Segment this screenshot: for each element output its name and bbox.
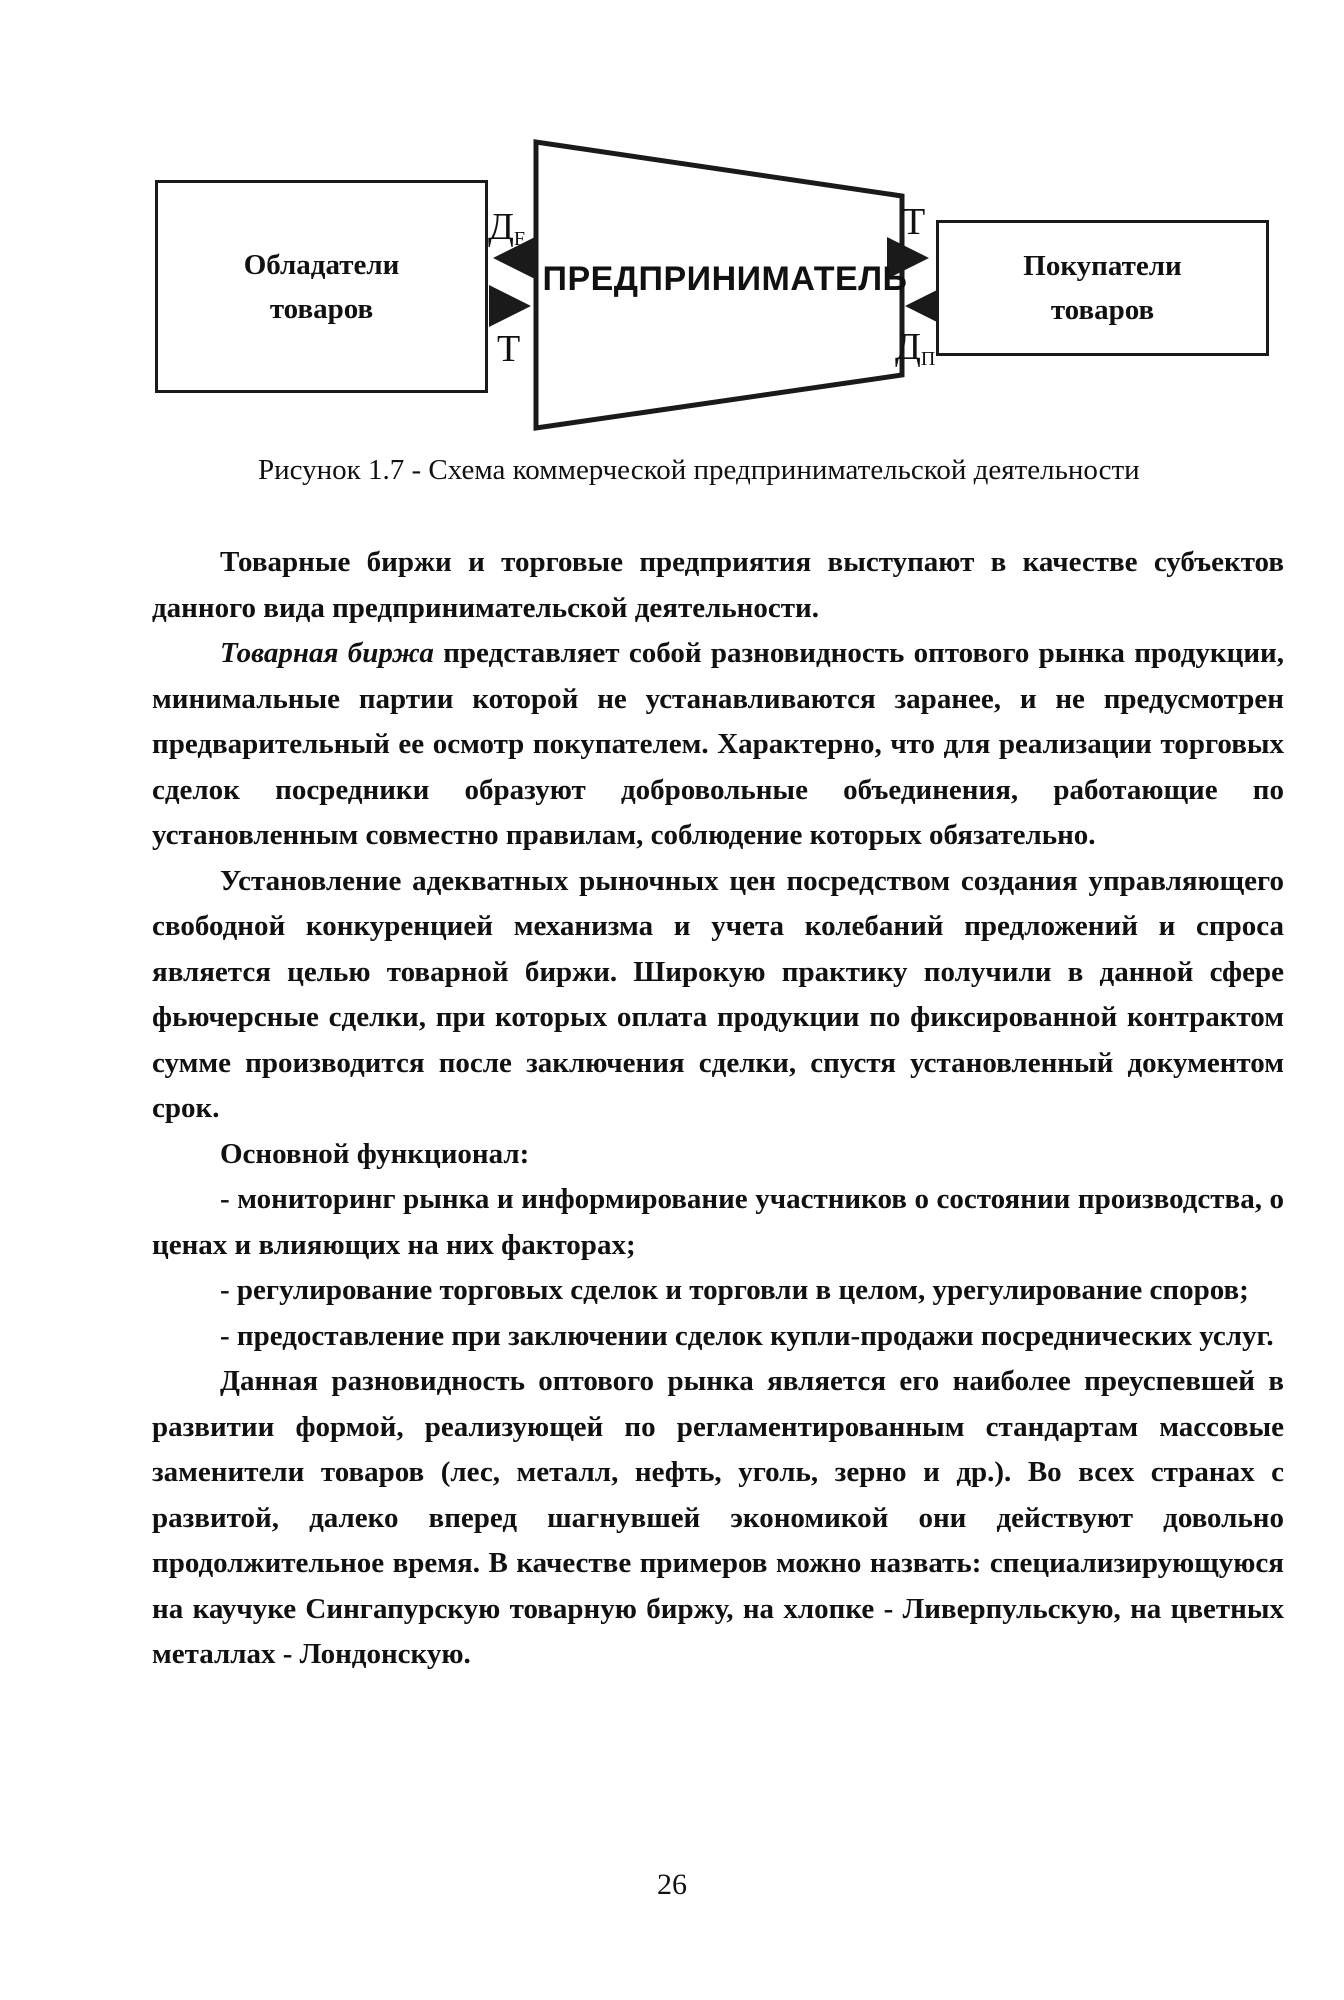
commerce-diagram (0, 0, 1344, 450)
paragraph-2-text: представляет собой разновидность оптового рынка продукции, минимальные партии которой не устанавливаются заранее, и не предусмотрен предварительный ее осмотр покупателем. Характерно, что для реализации торговых сделок посредники образуют добровольные объединения, работающие по установленным совместно правилам, соблюдение которых обязательно. (152, 637, 1284, 851)
flow-letter: Т (497, 328, 521, 370)
list-item-3: - предоставление при заключении сделок купли-продажи посреднических услуг. (220, 1319, 1274, 1352)
flow-label-dP (895, 328, 935, 369)
flow-label-dF (488, 208, 525, 249)
buyers-box (936, 220, 1269, 356)
flow-letter: Д (488, 206, 514, 248)
flow-letter: Д (895, 326, 921, 368)
paragraph-3: Установление адекватных рыночных цен посредством создания управляющего свободной конкуренцией механизма и учета колебаний предложений и спроса является целью товарной биржи. Широкую практику получили в данной сфере фьючерсные сделки, при которых оплата продукции по фиксированной контрактом сумме производится после заключения сделки, спустя установленный документом срок. (152, 864, 1284, 1124)
owners-line2: товаров (269, 292, 374, 325)
page-number: 26 (657, 1868, 687, 1901)
figure-caption: Рисунок 1.7 - Схема коммерческой предпринимательской деятельности (258, 454, 1140, 486)
list-item-1: - мониторинг рынка и информирование участников о состоянии производства, о ценах и влияющих на них факторах; (152, 1183, 1284, 1261)
paragraph-4: Основной функционал: (220, 1137, 530, 1170)
owners-line1: Обладатели (243, 248, 400, 281)
body-text (152, 540, 1284, 1678)
flow-subscript: П (920, 348, 936, 370)
term-commodity-exchange: Товарная биржа (220, 637, 434, 669)
paragraph-5: Данная разновидность оптового рынка является его наиболее преуспевшей в развитии формой, реализующей по регламентированным стандартам массовые заменители товаров (лес, металл, нефть, уголь, зерно и др.). Во всех странах с развитой, далеко вперед шагнувшей экономикой они действуют довольно продолжительное время. В качестве примеров можно назвать: специализирующуюся на каучуке Сингапурскую товарную биржу, на хлопке - Ливерпульскую, на цветных металлах - Лондонскую. (152, 1365, 1284, 1670)
buyers-line1: Покупатели (1023, 250, 1182, 282)
flow-label-t-left (497, 330, 520, 368)
owners-box (155, 180, 488, 393)
paragraph-2 (152, 631, 1284, 859)
flow-subscript: F (513, 228, 526, 250)
entrepreneur-label: ПРЕДПРИНИМАТЕЛЬ (542, 260, 908, 298)
list-item-2: - регулирование торговых сделок и торговли в целом, урегулирование споров; (220, 1274, 1249, 1306)
paragraph-1: Товарные биржи и торговые предприятия выступают в качестве субъектов данного вида предпринимательской деятельности. (152, 546, 1284, 624)
flow-letter: Т (902, 201, 926, 243)
buyers-line2: товаров (1050, 294, 1155, 326)
flow-label-t-right (902, 203, 925, 241)
